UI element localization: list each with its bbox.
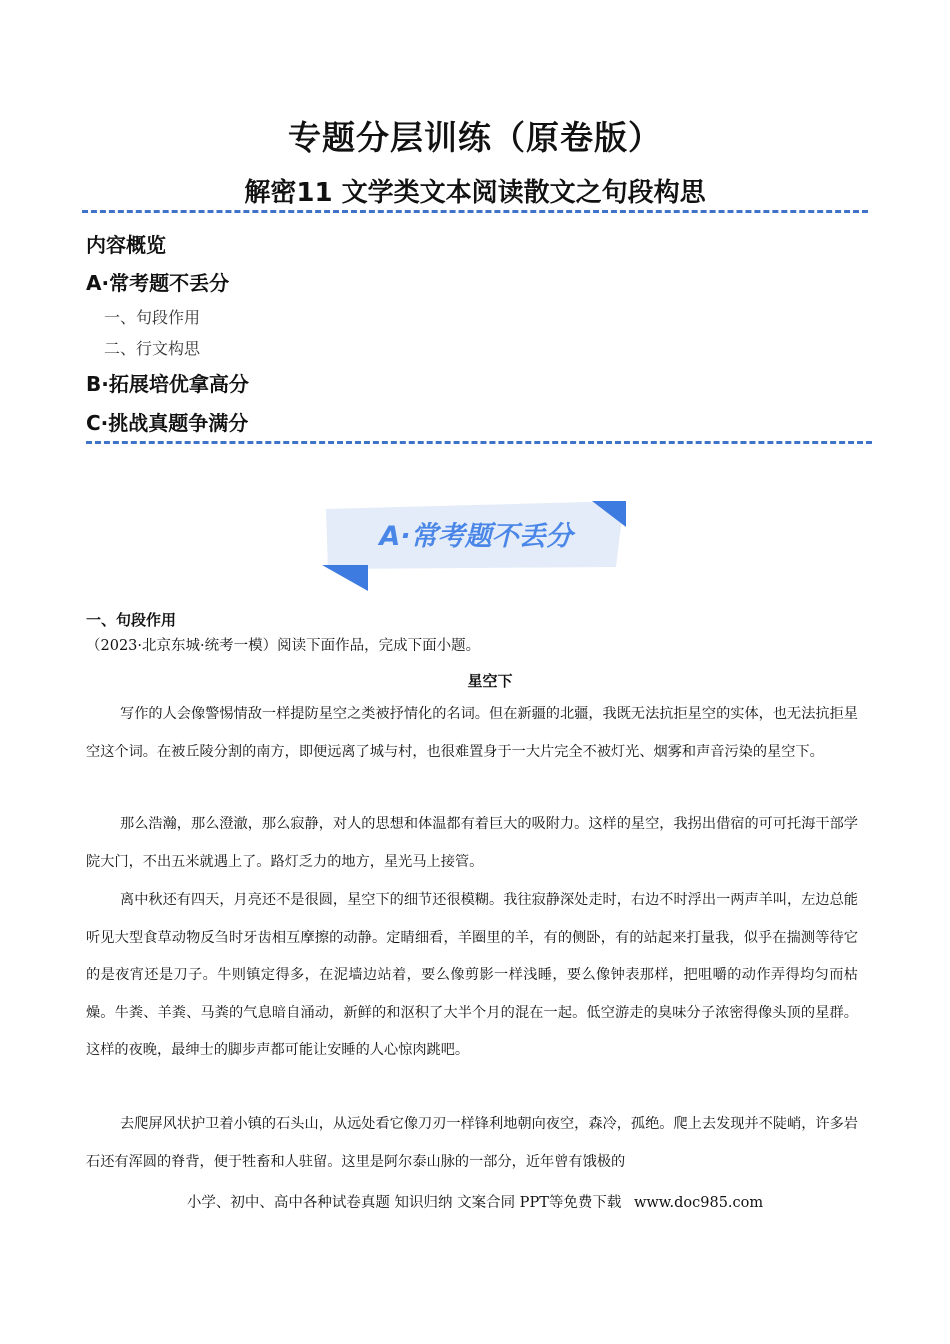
section-banner bbox=[320, 497, 630, 592]
toc-item-c: C·挑战真题争满分 bbox=[86, 411, 249, 435]
toc-subitem: 一、句段作用 bbox=[104, 308, 201, 327]
document-subtitle: 解密11 文学类文本阅读散文之句段构思 bbox=[244, 178, 706, 208]
toc-item-a: A·常考题不丢分 bbox=[86, 271, 230, 295]
passage-paragraph: 离中秋还有四天，月亮还不是很圆，星空下的细节还很模糊。我往寂静深处走时，右边不时浮出一两声羊叫，左边总能听见大型食草动物反刍时牙齿相互摩擦的动静。定睛细看，羊圈里的羊，有的侧卧，有的站起来打量我，似乎在揣测等待它的是夜宵还是刀子。牛则镇定得多，在泥墙边站着，要么像剪影一样浅睡，要么像钟表那样，把咀嚼的动作弄得均匀而枯燥。牛粪、羊粪、马粪的气息暗自涌动，新鲜的和沤积了大半个月的混在一起。低空游走的臭味分子浓密得像头顶的星群。这样的夜晚，最绅士的脚步声都可能让安睡的人心惊肉跳吧。 bbox=[86, 892, 858, 1058]
toc-item-b: B·拓展培优拿高分 bbox=[86, 372, 249, 396]
document-title: 专题分层训练（原卷版） bbox=[288, 118, 662, 157]
footer-url[interactable]: www.doc985.com bbox=[633, 1195, 764, 1211]
toc-subitem: 二、行文构思 bbox=[104, 339, 201, 358]
page-footer bbox=[0, 1191, 950, 1212]
section-heading: 一、句段作用 bbox=[86, 611, 177, 629]
divider-top bbox=[82, 210, 868, 213]
passage-paragraph: 写作的人会像警惕情敌一样提防星空之类被抒情化的名词。但在新疆的北疆，我既无法抗拒星空的实体，也无法抗拒星空这个词。在被丘陵分割的南方，即便远离了城与村，也很难置身于一大片完全不被灯光、烟雾和声音污染的星空下。 bbox=[86, 706, 858, 760]
passage-paragraph: 那么浩瀚，那么澄澈，那么寂静，对人的思想和体温都有着巨大的吸附力。这样的星空，我拐出借宿的可可托海干部学院大门，不出五米就遇上了。路灯乏力的地方，星光马上接管。 bbox=[86, 816, 858, 870]
passage-title: 星空下 bbox=[467, 672, 513, 690]
divider-bottom bbox=[86, 441, 872, 444]
footer-text: 小学、初中、高中各种试卷真题 知识归纳 文案合同 PPT等免费下载 bbox=[186, 1195, 622, 1211]
banner-label: A·常考题不丢分 bbox=[379, 521, 573, 552]
question-source: （2023·北京东城·统考一模）阅读下面作品，完成下面小题。 bbox=[86, 638, 481, 654]
passage-paragraph: 去爬屏风状护卫着小镇的石头山，从远处看它像刀刃一样锋利地朝向夜空，森冷，孤绝。爬上去发现并不陡峭，许多岩石还有浑圆的脊背，便于牲畜和人驻留。这里是阿尔泰山脉的一部分，近年曾有饿极的 bbox=[86, 1116, 858, 1170]
toc-heading: 内容概览 bbox=[86, 233, 166, 257]
